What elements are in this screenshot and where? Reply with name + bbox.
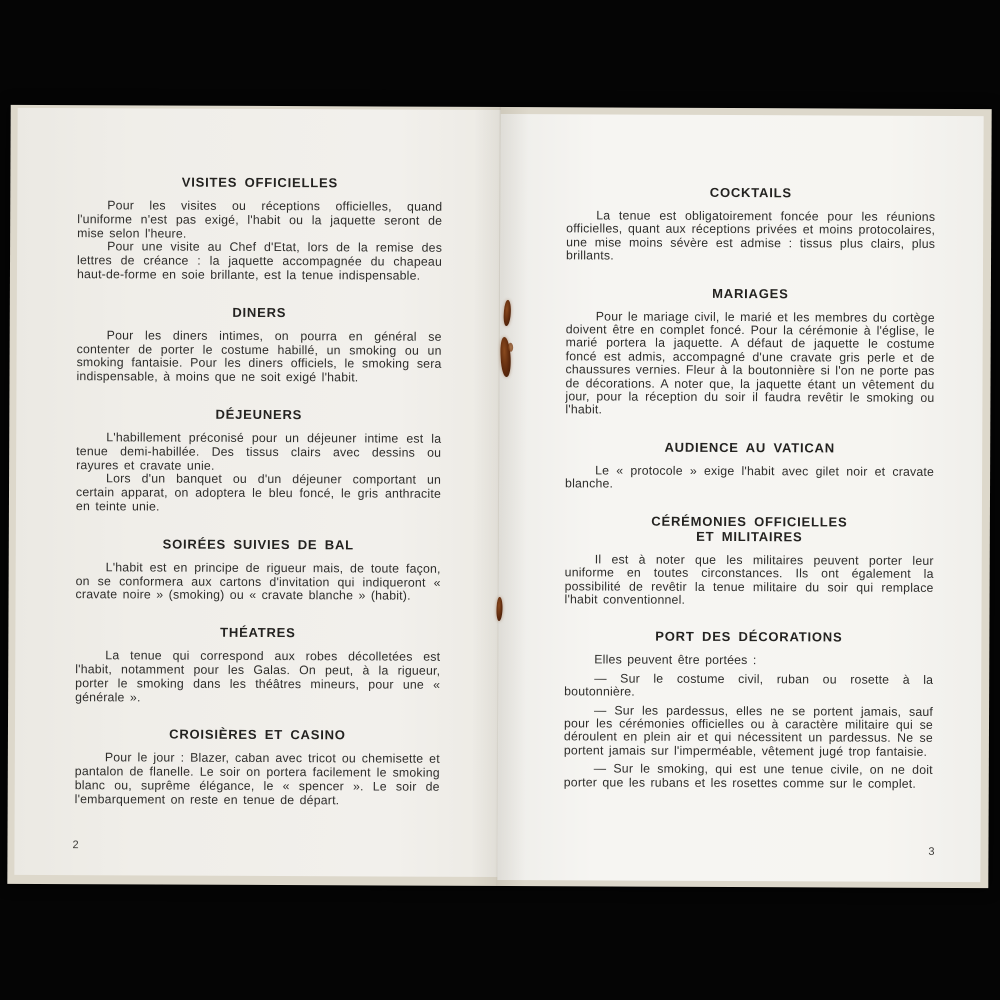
paragraph: L'habit est en principe de rigueur mais, de toute façon, on se conformera aux cartons d'invitation qui indiqueront « cravate noire » (smoking) ou « cravate blanche » (habit).: [75, 560, 441, 603]
paragraph: Pour le jour : Blazer, caban avec tricot ou chemisette et pantalon de flanelle. Le soir on portera facilement le smoking blanc ou, suprême élégance, le « spencer ». Le soir de l'embarquement on reste en tenue de départ.: [74, 750, 440, 808]
page-left: [14, 108, 500, 877]
section-title: THÉATRES: [220, 624, 296, 641]
paragraph-dash-item: — Sur les pardessus, elles ne se portent jamais, sauf pour les cérémonies officielles ou à caractère militaire qui se déroulent en plein air et qui nécessitent un pardessus. Ne se portent jamais sur l'imperméable, vêtement jugé trop fantaisie.: [563, 702, 934, 759]
paragraph: Pour le mariage civil, le marié et les membres du cortège doivent être en complet foncé. Pour la cérémonie à l'église, le marié portera la jaquette. A défaut de jaquette le costume foncé est admis, accompagné d'une cravate gris perle et de chaussures vernies. Fleur à la boutonnière si l'on ne porte pas de décorations. A noter que, la jaquette étant un vêtement du jour, pour la réception du soir il faudra revêtir le smoking ou l'habit.: [565, 309, 935, 417]
paragraph: Pour une visite au Chef d'Etat, lors de la remise des lettres de créance : la jaquette accompagnée du chapeau haut-de-forme en soie brillante, est la tenue indispensable.: [76, 239, 443, 283]
page-left-content: [14, 108, 500, 877]
book-spread: [7, 105, 991, 888]
paragraph: La tenue est obligatoirement foncée pour les réunions officielles, quant aux réceptions privées et moins protocolaires, une mise moins sévère est admise : tissus plus clairs, plus brillants.: [566, 208, 936, 263]
section-title: DÉJEUNERS: [215, 406, 303, 423]
section-soirees-suivies-de-bal: [76, 536, 441, 604]
section-audience-au-vatican: [565, 439, 934, 492]
paragraph-dash-item: — Sur le costume civil, ruban ou rosette à la boutonnière.: [564, 671, 934, 699]
paragraph: L'habillement préconisé pour un déjeuner intime est la tenue demi-habillée. Des tissus clairs avec dessins ou rayures et cravate unie.: [76, 430, 442, 473]
section-title: VISITES OFFICIELLES: [181, 174, 338, 191]
page-number-left: 2: [72, 839, 79, 852]
paragraph: Elles peuvent être portées :: [594, 652, 757, 668]
section-title: SOIRÉES SUIVIES DE BAL: [162, 536, 354, 553]
section-cocktails: [566, 184, 935, 264]
section-title: PORT DES DÉCORATIONS: [655, 628, 843, 645]
section-title: AUDIENCE AU VATICAN: [664, 439, 835, 456]
section-mariages: [565, 285, 935, 419]
section-title: COCKTAILS: [709, 184, 792, 201]
section-title: CROISIÈRES ET CASINO: [169, 726, 346, 743]
paragraph-dash-item: — Sur le smoking, qui est une tenue civile, on ne doit porter que les rubans et les rosettes comme sur le complet.: [563, 761, 933, 791]
section-port-des-decorations: [564, 629, 934, 791]
section-title: DINERS: [232, 304, 287, 320]
section-ceremonies-officielles-et-militaires: [565, 513, 934, 608]
page-right: [497, 114, 983, 882]
section-diners: [76, 304, 441, 386]
page-number-right: 3: [928, 845, 935, 858]
paragraph: Lors d'un banquet ou d'un déjeuner comportant un certain apparat, on adoptera le bleu foncé, le gris anthracite en teinte unie.: [75, 471, 442, 514]
section-dejeuners: [76, 406, 441, 515]
paragraph: Le « protocole » exige l'habit avec gilet noir et cravate blanche.: [565, 463, 935, 491]
paragraph: La tenue qui correspond aux robes décolletées est l'habit, notamment pour les Galas. On peut, à la rigueur, porter le smoking dans les théâtres mineurs, pour une « générale ».: [75, 648, 441, 704]
section-theatres: [75, 624, 440, 706]
section-visites-officielles: [77, 174, 442, 283]
section-title: MARIAGES: [712, 285, 789, 301]
section-title: CÉRÉMONIES OFFICIELLES ET MILITAIRES: [651, 513, 848, 545]
page-right-content: [497, 114, 983, 882]
paragraph: Il est à noter que les militaires peuvent porter leur uniforme en toutes circonstances. Ils ont également la possibilité de revêtir la tenue militaire du soir qui remplace l'habit conventionnel.: [564, 552, 934, 607]
paragraph: Pour les diners intimes, on pourra en général se contenter de porter le costume habillé, un smoking ou un smoking fantaisie. Pour les diners officiels, le smoking sera indispensable, à moins que ne soit exigé l'habit.: [76, 328, 442, 385]
paragraph: Pour les visites ou réceptions officielles, quand l'uniforme n'est pas exigé, l'habit ou la jaquette seront de mise selon l'heure.: [77, 198, 443, 241]
section-croisieres-et-casino: [75, 726, 440, 808]
